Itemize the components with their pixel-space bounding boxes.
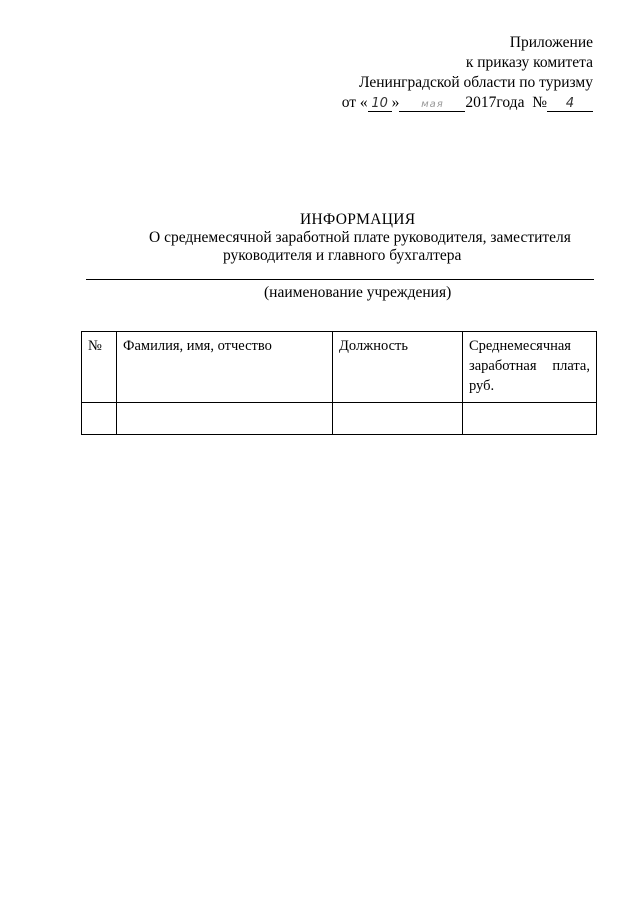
cell-position bbox=[333, 403, 463, 435]
cell-average-salary bbox=[463, 403, 597, 435]
appendix-committee: Ленинградской области по туризму bbox=[358, 74, 593, 91]
cell-full-name bbox=[117, 403, 333, 435]
cell-number bbox=[82, 403, 117, 435]
title-subheading-line1: О среднемесячной заработной плате руководителя, заместителя bbox=[149, 229, 571, 246]
header-position: Должность bbox=[333, 332, 463, 403]
date-prefix: от « bbox=[341, 94, 368, 111]
appendix-order-ref: к приказу комитета bbox=[465, 54, 593, 71]
month-handwritten: мая bbox=[421, 99, 444, 110]
title-subheading-line2: руководителя и главного бухгалтера bbox=[223, 247, 462, 264]
appendix-date-line bbox=[342, 93, 593, 113]
number-field bbox=[547, 95, 593, 112]
salary-table bbox=[81, 331, 597, 435]
day-field bbox=[368, 95, 392, 112]
title-heading: ИНФОРМАЦИЯ bbox=[300, 211, 416, 228]
organization-caption: (наименование учреждения) bbox=[264, 284, 452, 301]
appendix-title: Приложение bbox=[509, 34, 593, 51]
organization-name-line bbox=[86, 279, 594, 280]
header-number: № bbox=[82, 332, 117, 403]
number-sign: № bbox=[532, 94, 547, 111]
month-field bbox=[399, 95, 465, 112]
table-row bbox=[82, 403, 597, 435]
year-text: 2017года bbox=[465, 94, 525, 111]
appendix-header bbox=[342, 33, 593, 113]
date-mid: » bbox=[391, 94, 400, 111]
day-handwritten: 10 bbox=[371, 96, 388, 111]
number-handwritten: 4 bbox=[565, 96, 575, 111]
header-full-name: Фамилия, имя, отчество bbox=[117, 332, 333, 403]
table-header-row bbox=[82, 332, 597, 403]
header-average-salary: Среднемесячная заработная плата, руб. bbox=[463, 332, 597, 403]
